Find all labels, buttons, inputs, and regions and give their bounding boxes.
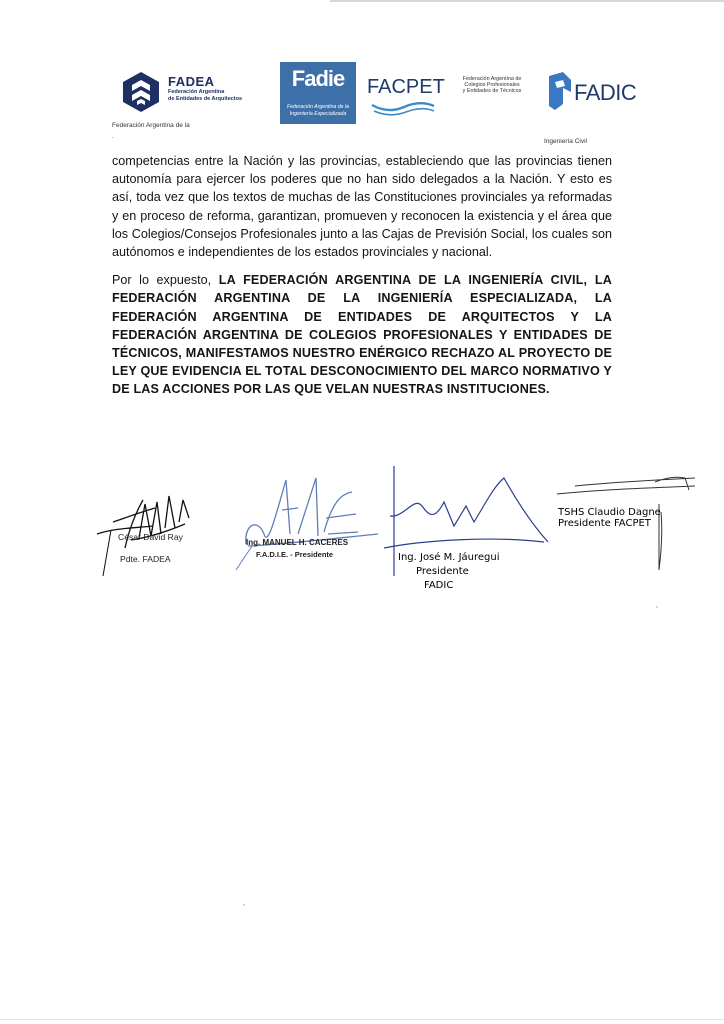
- bottom-edge-line: [0, 1019, 724, 1020]
- signature-block: [0, 460, 724, 620]
- fadea-logo-text: [168, 74, 278, 102]
- signature-fadie-role: F.A.D.I.E. - Presidente: [256, 550, 334, 559]
- facpet-subtitle-line3: y Entidades de Técnicos: [462, 88, 522, 94]
- fadea-logo-icon: [120, 70, 162, 114]
- paragraph-2-lead: Por lo expuesto,: [112, 273, 212, 288]
- facpet-name: FACPET: [367, 76, 445, 98]
- signature-fadie-image: [228, 474, 388, 574]
- facpet-subtitle-line2: Colegios Profesionales: [464, 82, 520, 88]
- fadie-logo: [280, 62, 356, 124]
- fadea-name: FADEA: [168, 74, 215, 89]
- paragraph-2: [112, 271, 612, 398]
- paragraph-2-statement: LA FEDERACIÓN ARGENTINA DE LA INGENIERÍA CIVIL, LA FEDERACIÓN ARGENTINA DE LA INGENIERÍA ESPECIALIZADA, LA FEDERACIÓN ARGENTINA DE ENTIDADES DE ARQUITECTOS Y LA FEDERACIÓN ARGENTINA DE COLEGIOS PROFESIONALES Y ENTIDADES DE TÉCNICOS, MANIFESTAMOS NUESTRO ENÉRGICO RECHAZO AL PROYECTO DE LEY QUE EVIDENCIA EL TOTAL DESCONOCIMIENTO DEL MARCO NORMATIVO Y DE LAS ACCIONES POR LAS QUE VELAN NUESTRAS INSTITUCIONES.: [112, 273, 613, 397]
- facpet-subtitle: [450, 76, 534, 94]
- fadie-subtitle-line2: Ingeniería Especializada: [289, 111, 347, 117]
- signature-fadea-role: Pdte. FADEA: [120, 554, 171, 564]
- fadie-subtitle-line1: Federación Argentina de la: [286, 104, 350, 110]
- letter-body: [112, 152, 612, 399]
- scan-speck: [656, 606, 658, 608]
- fadic-name: FADIC: [574, 80, 637, 105]
- fadic-caption: Ingeniería Civil: [544, 138, 587, 145]
- fadea-caption: Federación Argentina de la: [112, 122, 190, 129]
- signature-fadic-name: Ing. José M. Jáuregui: [398, 552, 500, 563]
- signature-fadic-org: FADIC: [424, 580, 454, 591]
- fadea-subtitle-line2: de Entidades de Arquitectos: [168, 95, 243, 102]
- signature-facpet-name: TSHS Claudio Dagne: [558, 507, 661, 518]
- scan-speck: [243, 904, 245, 906]
- fadie-name: Fadie: [291, 66, 345, 91]
- fadea-subtitle-line1: Federación Argentina: [168, 89, 225, 95]
- signature-fadea-name: César David Ray: [118, 532, 183, 542]
- facpet-subtitle-line1: Federación Argentina de: [462, 76, 522, 82]
- facpet-wave-icon: [370, 100, 436, 118]
- paragraph-1: competencias entre la Nación y las provincias, estableciendo que las provincias tienen autonomía para ejercer los poderes que no han sido delegados a la Nación. Y esto es así, toda vez que los textos de muchas de las Constituciones provinciales ya reformadas y en proceso de reforma, garantizan, promueven y reconocen la existencia y el área que los Colegios/Consejos Profesionales junto a las Cajas de Previsión Social, los cuales son autónomos e independientes de los estados provinciales y nacional.: [112, 154, 612, 260]
- fadic-logo-icon: [545, 70, 575, 112]
- top-edge-line: [330, 0, 724, 2]
- fadie-subtitle: [282, 104, 354, 118]
- signature-fadic-role: Presidente: [416, 566, 469, 577]
- logo-header: [108, 62, 653, 152]
- signature-facpet-role: Presidente FACPET: [558, 518, 651, 529]
- signature-fadie-name: Ing. MANUEL H. CACERES: [246, 538, 349, 547]
- fadea-caption-dot: .: [112, 134, 114, 140]
